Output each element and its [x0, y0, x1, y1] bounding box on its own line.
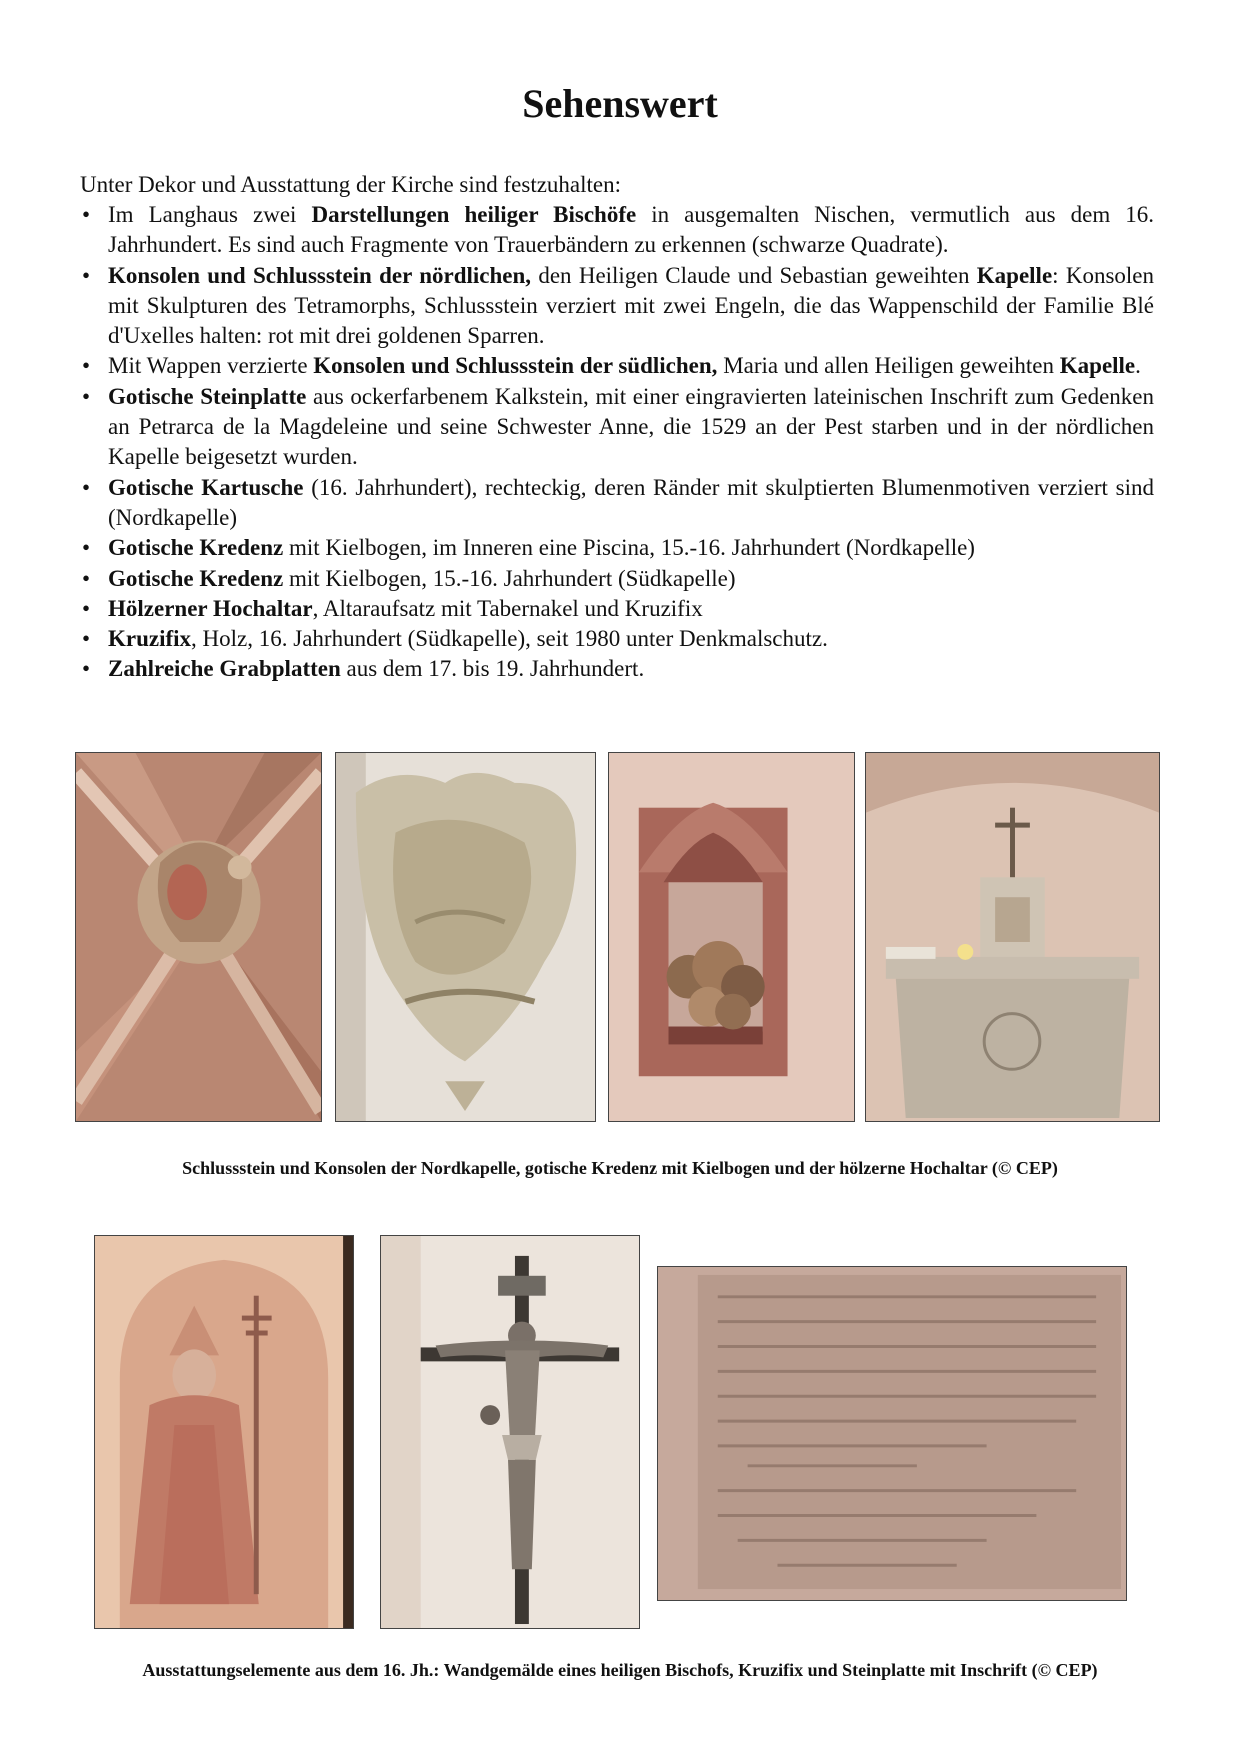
caption-row-2: Ausstattungselemente aus dem 16. Jh.: Wandgemälde eines heiligen Bischofs, Kruzifix und Steinplatte mit Inschrift (© CEP) — [142, 1660, 1098, 1680]
list-item-emphasis: Kapelle — [1059, 353, 1136, 379]
list-item-emphasis: Gotische Kredenz — [108, 535, 284, 561]
list-item-emphasis: Kapelle — [976, 262, 1053, 288]
list-item-emphasis: Darstellungen heiliger Bischöfe — [311, 202, 637, 227]
list-item-emphasis: Hölzerner Hochaltar — [108, 595, 313, 621]
list-item-text: mit Kielbogen, 15.-16. Jahrhundert (Südkapelle) — [283, 565, 736, 591]
console-photo — [335, 752, 596, 1122]
credence-photo — [608, 752, 855, 1122]
list-item — [80, 382, 1154, 473]
caption-row-1: Schlussstein und Konsolen der Nordkapelle, gotische Kredenz mit Kielbogen und der hölzerne Hochaltar (© CEP) — [182, 1158, 1058, 1178]
intro-text: Unter Dekor und Ausstattung der Kirche sind festzuhalten: — [80, 172, 622, 197]
list-item-text: , Altaraufsatz mit Tabernakel und Kruzifix — [312, 595, 703, 621]
list-item-text: Maria und allen Heiligen geweihten — [717, 353, 1060, 379]
list-item-text: Mit Wappen verzierte — [108, 353, 314, 379]
list-item-emphasis: Kruzifix — [108, 626, 192, 652]
list-item-text: mit Kielbogen, im Inneren eine Piscina, 15.-16. Jahrhundert (Nordkapelle) — [283, 535, 975, 561]
bishop-mural-photo — [94, 1235, 354, 1629]
keystone-photo — [75, 752, 322, 1122]
list-item — [80, 351, 1154, 381]
list-item — [80, 654, 1154, 684]
list-item-text: (16. Jahrhundert), rechteckig, deren Ränder mit skulptierten Blumenmotiven verziert sind (Nordkapelle) — [108, 474, 1154, 530]
list-item-text: aus dem 17. bis 19. Jahrhundert. — [340, 656, 645, 682]
list-item-text: . — [1135, 353, 1141, 379]
crucifix-photo — [380, 1235, 640, 1629]
list-item-emphasis: Gotische Kartusche — [108, 474, 304, 500]
list-item-emphasis: Gotische Steinplatte — [108, 383, 307, 409]
list-item-text: : Konsolen mit Skulpturen des Tetramorphs, Schlussstein verziert mit zwei Engeln, die das Wappenschild der Familie Blé d'Uxelles halten: rot mit drei goldenen Sparren. — [108, 262, 1155, 349]
list-item — [80, 564, 1154, 594]
list-item — [80, 261, 1154, 352]
list-item-emphasis: Gotische Kredenz — [108, 565, 284, 591]
list-item-emphasis: Konsolen und Schlussstein der nördlichen, — [108, 262, 532, 288]
list-item — [80, 473, 1154, 534]
page-title: Sehenswert — [522, 81, 718, 126]
list-item-text: den Heiligen Claude und Sebastian geweihten — [531, 262, 977, 288]
inscription-slab-photo — [657, 1266, 1127, 1601]
list-item — [80, 533, 1154, 563]
list-item-text: aus ockerfarbenem Kalkstein, mit einer eingravierten lateinischen Inschrift zum Gedenken an Petrarca de la Magdeleine und seine Schwester Anne, die 1529 an der Pest starben und in der nördlichen Kapelle beigesetzt wurden. — [108, 383, 1154, 470]
list-item-emphasis: Konsolen und Schlussstein der südlichen, — [313, 353, 718, 379]
list-item — [80, 594, 1154, 624]
list-item-text: , Holz, 16. Jahrhundert (Südkapelle), seit 1980 unter Denkmalschutz. — [191, 626, 828, 652]
high-altar-photo — [865, 752, 1160, 1122]
feature-list — [80, 200, 1154, 685]
list-item-emphasis: Zahlreiche Grabplatten — [108, 656, 341, 682]
list-item-text: in ausgemalten Nischen, vermutlich aus dem 16. Jahrhundert. Es sind auch Fragmente von Trauerbändern zu erkennen (schwarze Quadrate). — [108, 202, 1154, 258]
list-item-text: Im Langhaus zwei — [108, 202, 312, 227]
list-item — [80, 624, 1154, 654]
list-item — [80, 200, 1154, 261]
